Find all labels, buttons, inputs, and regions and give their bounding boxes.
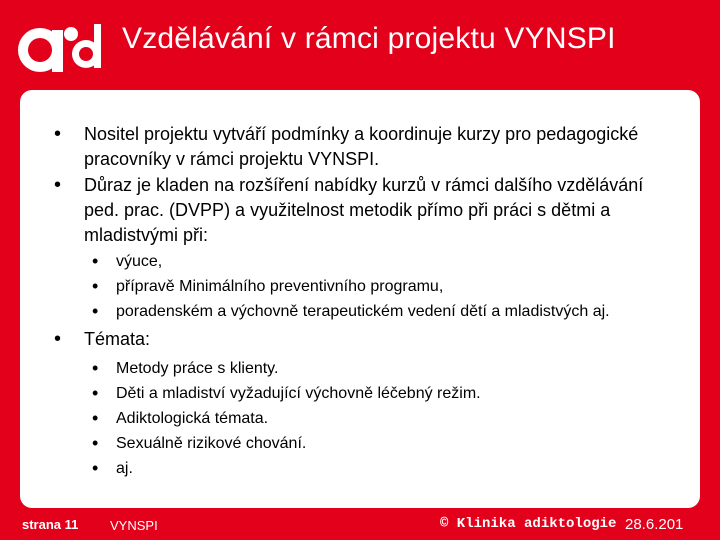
- bullet-icon: •: [92, 383, 99, 403]
- bullet-text: Důraz je kladen na rozšíření nabídky kurzů v rámci dalšího vzdělávání ped. prac. (DVPP) a využitelnost metodik přímo při práci s dětmi a mladistvými při:: [84, 175, 644, 245]
- topic-text: Děti a mladiství vyžadující výchovně léčebný režim.: [116, 385, 481, 402]
- footer-brand: © Klinika adiktologie: [440, 516, 617, 532]
- page-number: strana 11: [22, 517, 79, 532]
- topic-text: Adiktologická témata.: [116, 410, 269, 427]
- topic-text: Metody práce s klienty.: [116, 360, 279, 377]
- bullet-icon: •: [54, 174, 62, 196]
- bullet-icon: •: [92, 408, 99, 428]
- slide-title: Vzdělávání v rámci projektu VYNSPI: [122, 22, 616, 55]
- sub-bullet-text: poradenském a výchovně terapeutickém vedení dětí a mladistvých aj.: [116, 303, 610, 320]
- footer-date: 28.6.201: [625, 516, 684, 533]
- footer-project: VYNSPI: [110, 518, 158, 533]
- bullet-icon: •: [92, 301, 99, 321]
- topic-text: Sexuálně rizikové chování.: [116, 435, 307, 452]
- bullet-icon: •: [54, 328, 62, 350]
- bullet-icon: •: [92, 433, 99, 453]
- sub-bullet-text: výuce,: [116, 253, 163, 270]
- bullet-icon: •: [92, 251, 99, 271]
- topics-heading: Témata:: [84, 329, 151, 349]
- bullet-icon: •: [92, 358, 99, 378]
- bullet-icon: •: [92, 458, 99, 478]
- topic-text: aj.: [116, 460, 133, 477]
- bullet-text: Nositel projektu vytváří podmínky a koordinuje kurzy pro pedagogické pracovníky v rámci projektu VYNSPI.: [84, 124, 639, 169]
- bullet-icon: •: [54, 123, 62, 145]
- sub-bullet-text: přípravě Minimálního preventivního programu,: [116, 278, 444, 295]
- bullet-icon: •: [92, 276, 99, 296]
- klinika-adiktologie-logo: [16, 16, 102, 74]
